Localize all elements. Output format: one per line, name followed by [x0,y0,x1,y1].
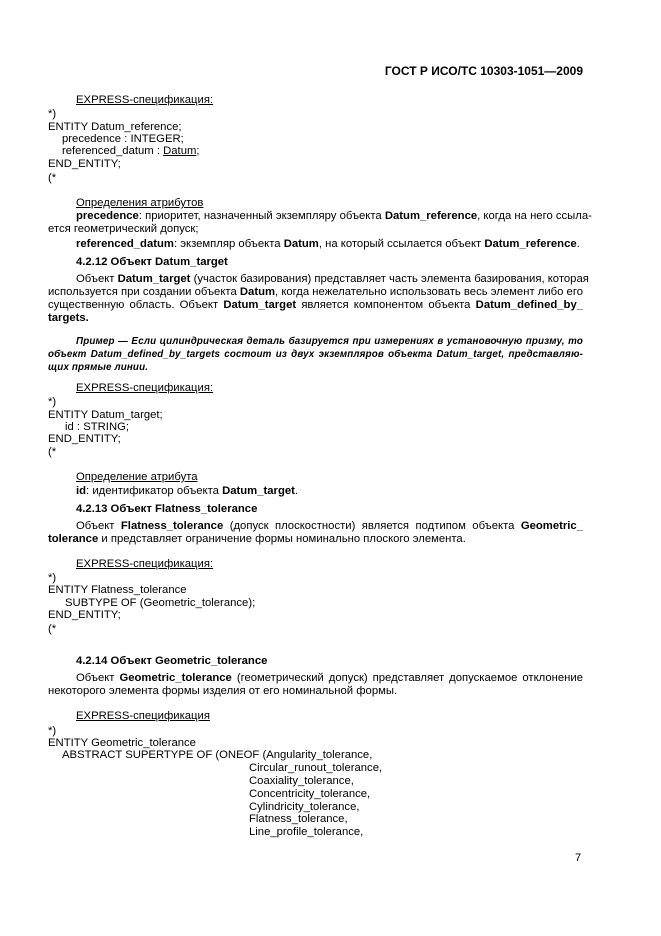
section-heading: 4.2.13 Объект Flatness_tolerance [76,503,258,515]
example-note: объект Datum_defined_by_targets состоит из двух экземпляров объекта Datum_target, представляю- [48,349,583,360]
express-spec-label: EXPRESS-спецификация: [76,94,214,106]
code-line: END_ENTITY; [48,433,121,445]
standard-header: ГОСТ Р ИСО/ТС 10303-1051—2009 [384,64,583,78]
attr-definition: precedence: приоритет, назначенный экземпляру объекта Datum_reference, когда на него ссыла- [76,210,592,222]
code-line: ENTITY Geometric_tolerance [48,737,196,749]
code-line: precedence : INTEGER; [62,133,184,145]
body-text: Объект Datum_target (участок базирования) представляет часть элемента базирования, которая [76,273,589,285]
attr-def-heading: Определения атрибутов [76,197,204,209]
code-line: referenced_datum : Datum; [62,145,200,157]
attr-definition: id: идентификатор объекта Datum_target. [76,485,299,497]
code-line: Cylindricity_tolerance, [249,801,360,813]
attr-definition: referenced_datum: экземпляр объекта Datum, на который ссылается объект Datum_reference. [76,238,580,250]
code-line: *) [48,572,57,584]
code-line: *) [48,725,57,737]
code-line: *) [48,396,57,408]
body-text: tolerance и представляет ограничение формы номинально плоского элемента. [48,533,466,545]
body-text: Объект Flatness_tolerance (допуск плоскостности) является подтипом объекта Geometric_ [76,520,583,532]
code-line: END_ENTITY; [48,158,121,170]
code-line: Coaxiality_tolerance, [249,775,354,787]
attr-def-heading: Определение атрибута [76,471,198,483]
code-line: ENTITY Flatness_tolerance [48,584,187,596]
code-line: Flatness_tolerance, [249,813,348,825]
code-line: Concentricity_tolerance, [249,788,371,800]
body-text: существенную область. Объект Datum_target является компонентом объекта Datum_defined_by_ [48,299,584,311]
code-line: Line_profile_tolerance, [249,826,364,838]
express-spec-label: EXPRESS-спецификация: [76,558,214,570]
code-line: ENTITY Datum_target; [48,409,163,421]
page-number: 7 [575,852,582,864]
body-text: используется при создании объекта Datum, когда нежелательно использовать весь элемент либо его [48,286,583,298]
body-text: некоторого элемента формы изделия от его номинальной формы. [48,685,398,697]
body-text: Объект Geometric_tolerance (геометрический допуск) представляет допускаемое отклонение [76,672,583,684]
code-line: ABSTRACT SUPERTYPE OF (ONEOF (Angularity_tolerance, [62,749,373,761]
section-heading: 4.2.12 Объект Datum_target [76,256,228,268]
code-line: id : STRING; [65,421,130,433]
code-line: Circular_runout_tolerance, [249,762,383,774]
code-line: ENTITY Datum_reference; [48,121,182,133]
section-heading: 4.2.14 Объект Geometric_tolerance [76,655,268,667]
code-line: (* [48,446,57,458]
example-note: Пример — Если цилиндрическая деталь базируется при измерениях в установочную призму, то [76,336,583,347]
code-line: (* [48,623,57,635]
example-note: щих прямые линии. [48,362,149,373]
express-spec-label: EXPRESS-спецификация [76,710,210,722]
code-line: *) [48,108,57,120]
code-line: SUBTYPE OF (Geometric_tolerance); [65,597,256,609]
code-line: (* [48,172,57,184]
express-spec-label: EXPRESS-спецификация: [76,382,214,394]
code-line: END_ENTITY; [48,609,121,621]
body-text: targets. [48,312,89,324]
attr-definition-cont: ется геометрический допуск; [48,223,199,235]
